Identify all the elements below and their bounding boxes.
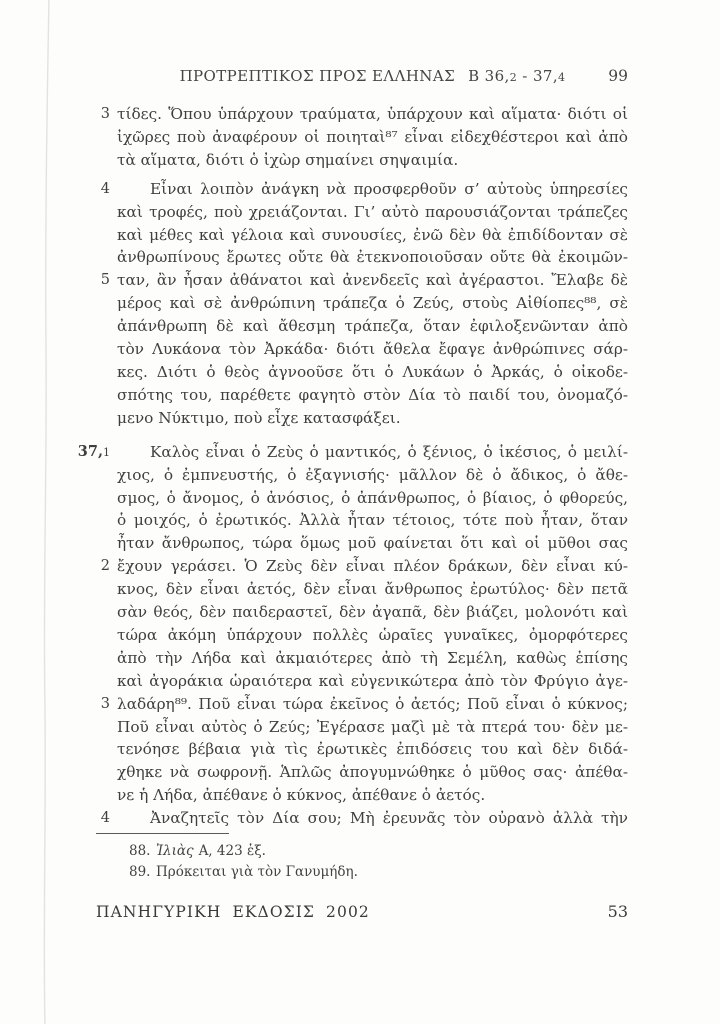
text-line-content: Ποῦ εἶναι αὐτὸς ὁ Ζεύς; Ἐγέρασε μαζὶ μὲ τὰ πτερά του· δὲν με- <box>117 717 628 736</box>
text-line <box>117 464 628 487</box>
paragraph-block <box>100 103 628 172</box>
text-line-content: ἀπάνθρωπη δὲ καὶ ἄθεσμη τράπεζα, ὅταν ἐφιλοξενῶνταν ἀπὸ <box>117 317 628 336</box>
text-line-content: καὶ ἀγοράκια ὡραιότερα καὶ εὐγενικώτερα ἀπὸ τὸν Φρύγιο ἀγε- <box>117 671 628 690</box>
text-line <box>77 441 628 464</box>
text-line <box>100 555 628 578</box>
margin-section-number: 5 <box>100 272 110 289</box>
margin-section-number: 4 <box>100 180 110 197</box>
text-line-content: τὸν Λυκάονα τὸν Ἀρκάδα· διότι ἄθελα ἔφαγε ἀνθρώπινες σάρ- <box>117 340 628 359</box>
text-line <box>117 738 628 761</box>
margin-section-number: 3 <box>100 695 110 712</box>
text-line <box>117 292 628 315</box>
text-line <box>117 509 628 532</box>
text-line <box>117 407 628 430</box>
text-line <box>100 103 628 126</box>
text-line-content: καὶ μέθες καὶ γέλοια καὶ συνουσίες, ἐνῶ δὲν θὰ ἐπιδίδονταν σὲ <box>117 225 628 244</box>
text-line-content: σὰν θεός, δὲν παιδεραστεῖ, δὲν ἀγαπᾶ, δὲν βιάζει, μολονότι καὶ <box>117 603 628 622</box>
text-line-content: ἰχῶρες ποὺ ἀναφέρουν οἱ ποιηταὶ⁸⁷ εἶναι εἰδεχθέστεροι καὶ ἀπὸ <box>117 127 628 146</box>
text-line <box>100 178 628 201</box>
text-line <box>117 384 628 407</box>
margin-section-number: 4 <box>100 810 110 827</box>
text-line <box>117 578 628 601</box>
footnote-number: 88. <box>129 843 151 859</box>
footnote <box>129 862 609 883</box>
text-line-content: Ἀναζητεῖς τὸν Δία σου; Μὴ ἐρευνᾶς τὸν οὐρανὸ ἀλλὰ τὴν <box>150 809 628 828</box>
text-line <box>117 126 628 149</box>
text-line <box>117 784 628 807</box>
text-line-content: τίδες. Ὅπου ὑπάρχουν τραύματα, ὑπάρχουν καὶ αἵματα· διότι οἱ <box>117 105 628 123</box>
page-header <box>117 67 628 89</box>
section-range <box>468 67 565 85</box>
text-line <box>117 487 628 510</box>
text-line-content: ἀπὸ τὴν Λήδα καὶ ἀκμαιότερες ἀπὸ τὴ Σεμέλη, καθὼς ἐπίσης <box>117 648 628 667</box>
page-number-top: 99 <box>608 67 628 85</box>
section-range-part: 2 <box>509 71 518 84</box>
text-line <box>100 269 628 292</box>
footnote-rule <box>96 833 229 834</box>
text-line-content: νε ἡ Λήδα, ἀπέθανε ὁ κύκνος, ἀπέθανε ὁ ἀετός. <box>117 786 486 805</box>
text-line <box>117 761 628 784</box>
text-line-content: ταν, ἂν ἦσαν ἀθάνατοι καὶ ἀνενδεεῖς καὶ ἀγέραστοι. Ἔλαβε δὲ <box>117 271 628 290</box>
page-footer <box>96 902 628 921</box>
text-line <box>117 224 628 247</box>
text-line-content: σπότης του, παρέθετε φαγητὸ στὸν Δία τὸ παιδί του, ὀνομαζό- <box>117 385 628 404</box>
text-line-content: χθηκε νὰ σωφρονῇ. Ἁπλῶς ἀπογυμνώθηκε ὁ μῦθος σας· ἀπέθα- <box>117 763 628 782</box>
text-line <box>117 201 628 224</box>
paragraph-block <box>100 178 628 430</box>
footnotes <box>129 841 609 882</box>
text-line <box>117 338 628 361</box>
paragraph-block <box>77 441 628 808</box>
text-body <box>77 103 628 830</box>
text-line <box>117 647 628 670</box>
text-line-content: Καλὸς εἶναι ὁ Ζεὺς ὁ μαντικός, ὁ ξένιος, ὁ ἱκέσιος, ὁ μειλί- <box>150 442 628 461</box>
text-line-content: κνος, δὲν εἶναι ἀετός, δὲν εἶναι ἄνθρωπος ἐρωτύλος· δὲν πετᾶ <box>117 580 628 599</box>
text-line-content: ἔχουν γεράσει. Ὁ Ζεὺς δὲν εἶναι πλέον δράκων, δὲν εἶναι κύ- <box>117 557 628 576</box>
text-line-content: μέρος καὶ σὲ ἀνθρώπινη τράπεζα ὁ Ζεύς, στοὺς Αἰθίοπες⁸⁸, σὲ <box>117 294 628 313</box>
section-range-part: 4 <box>558 71 566 84</box>
text-line-content: τώρα ἀκόμη ὑπάρχουν πολλὲς ὡραῖες γυναῖκες, ὀμορφότερες <box>117 625 628 644</box>
text-line-content: ἀνθρωπίνους ἔρωτες οὔτε θὰ ἐτεκνοποιοῦσαν οὔτε θὰ ἐκοιμῶν- <box>117 248 628 267</box>
footnote-number: 89. <box>129 863 151 880</box>
text-line-content: λαδάρη⁸⁹. Ποῦ εἶναι τώρα ἐκεῖνος ὁ ἀετός; Ποῦ εἶναι ὁ κύκνος; <box>117 694 628 713</box>
text-line <box>117 246 628 269</box>
running-title <box>117 67 628 85</box>
text-line <box>117 315 628 338</box>
text-line-content: τὰ αἵματα, διότι ὁ ἰχὼρ σημαίνει σηψαιμία. <box>117 150 459 169</box>
section-range-part: - 37, <box>517 67 559 85</box>
footnote-source-title: Ἰλιὰς <box>156 843 194 859</box>
text-line-content: χιος, ὁ ἐμπνευστής, ὁ ἐξαγνισής· μᾶλλον δὲ ὁ ἄδικος, ὁ ἄθε- <box>117 465 628 484</box>
text-line-content: ἦταν ἄνθρωπος, τώρα ὅμως μοῦ φαίνεται ὅτι καὶ οἱ μῦθοι σας <box>117 534 628 553</box>
text-line <box>117 670 628 693</box>
margin-section-subnumber: 1 <box>103 445 110 459</box>
page-number-bottom: 53 <box>607 902 628 921</box>
text-line-content: κες. Διότι ὁ θεὸς ἀγνοοῦσε ὅτι ὁ Λυκάων ὁ Ἀρκάς, ὁ οἰκοδε- <box>117 362 628 381</box>
text-line <box>117 361 628 384</box>
paragraph-block <box>100 807 628 830</box>
text-line <box>117 532 628 555</box>
text-line-content: Εἶναι λοιπὸν ἀνάγκη νὰ προσφερθοῦν σ’ αὐτοὺς ὑπηρεσίες <box>150 179 628 198</box>
text-line <box>117 624 628 647</box>
text-line-content: ὁ μοιχός, ὁ ἐρωτικός. Ἀλλὰ ἦταν τέτοιος, τότε ποὺ ἦταν, ὅταν <box>117 511 628 530</box>
margin-section-number: 37,1 <box>77 442 110 460</box>
text-line-content: μενο Νύκτιμο, ποὺ εἶχε κατασφάξει. <box>117 408 401 427</box>
text-line <box>117 149 628 172</box>
text-line-content: καὶ τροφές, ποὺ χρειάζονται. Γι’ αὐτὸ παρουσιάζονται τράπεζες <box>117 202 628 221</box>
footnote-text: Πρόκειται γιὰ τὸν Γανυμήδη. <box>156 863 358 880</box>
margin-section-number: 2 <box>100 558 110 575</box>
running-title-text: ΠΡΟΤΡΕΠΤΙΚΟΣ ΠΡΟΣ ΕΛΛΗΝΑΣ <box>179 67 456 85</box>
edition-label: ΠΑΝΗΓΥΡΙΚΗ ΕΚΔΟΣΙΣ 2002 <box>96 903 370 921</box>
section-range-part: Β 36, <box>468 67 510 85</box>
text-line-content: σμος, ὁ ἄνομος, ὁ ἀνόσιος, ὁ ἀπάνθρωπος, ὁ βίαιος, ὁ φθορεύς, <box>117 488 628 507</box>
text-line <box>100 807 628 830</box>
text-line-content: τενόησε βέβαια γιὰ τὶς ἐρωτικὲς ἐπιδόσεις του καὶ δὲν διδά- <box>117 740 628 759</box>
text-line <box>117 601 628 624</box>
text-line <box>100 693 628 716</box>
margin-section-number: 3 <box>100 106 110 122</box>
text-line <box>117 716 628 739</box>
footnote-text: Α, 423 ἑξ. <box>198 843 266 859</box>
footnote <box>129 841 609 862</box>
